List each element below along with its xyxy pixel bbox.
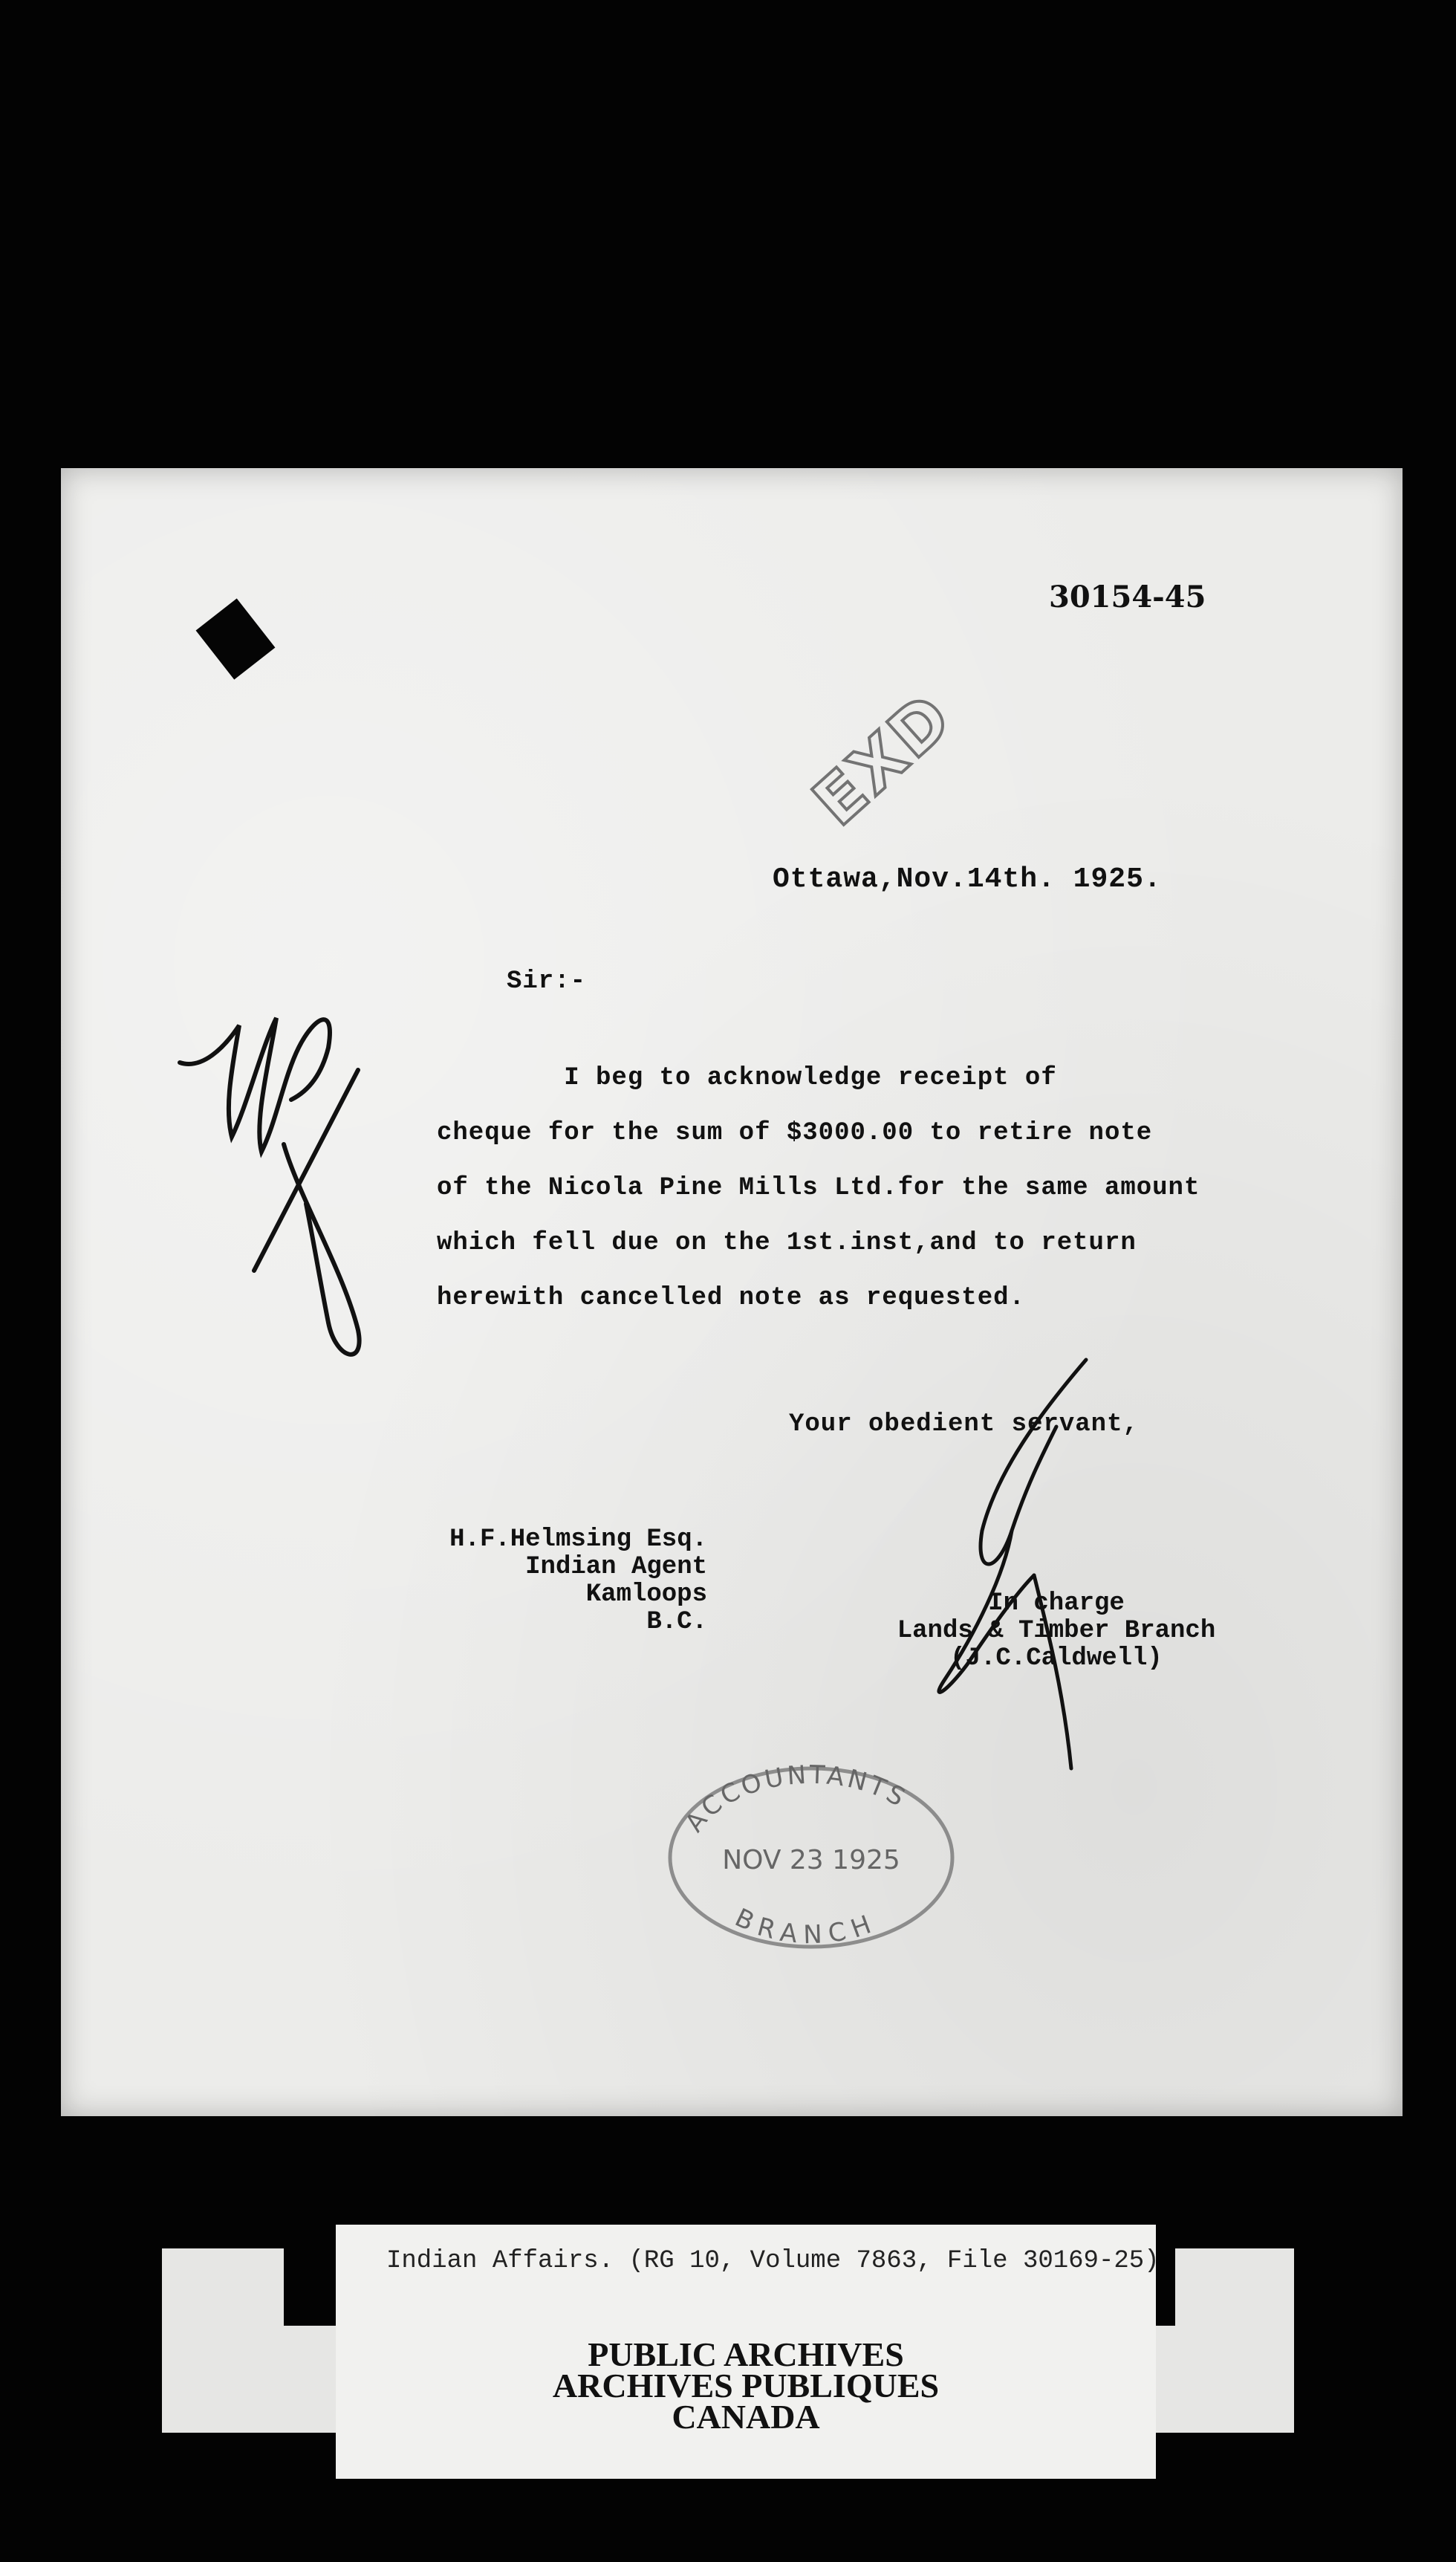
label-notch [284, 2248, 336, 2326]
archive-name-english: PUBLIC ARCHIVES [588, 2335, 904, 2373]
archive-country: CANADA [672, 2398, 820, 2436]
letter-body [437, 1051, 1358, 1326]
addressee-block [351, 1526, 707, 1636]
archive-name-french: ARCHIVES PUBLIQUES [552, 2367, 940, 2404]
addressee-city: Kamloops [585, 1580, 707, 1609]
signature-name: (J.C.Caldwell) [950, 1644, 1163, 1673]
body-line: I beg to acknowledge receipt of [437, 1064, 1057, 1092]
body-line: of the Nicola Pine Mills Ltd.for the same amount [437, 1174, 1200, 1202]
signature-branch: Lands & Timber Branch [897, 1617, 1216, 1645]
date-line: Ottawa,Nov.14th. 1925. [773, 863, 1162, 895]
salutation: Sir:- [507, 967, 587, 996]
body-line: herewith cancelled note as requested. [437, 1284, 1025, 1312]
signature-role: In charge [988, 1589, 1125, 1618]
addressee-title: Indian Agent [525, 1553, 707, 1581]
stamp-date: NOV 23 1925 [722, 1845, 900, 1875]
file-number: 30154-45 [1049, 580, 1206, 614]
punch-hole-mark [196, 598, 276, 679]
stamp-top-text: ACCOUNTANTS [679, 1760, 913, 1838]
body-line: which fell due on the 1st.inst,and to return [437, 1229, 1137, 1257]
closing-line: Your obedient servant, [789, 1410, 1139, 1439]
exd-stamp: EXD [798, 677, 968, 841]
addressee-province: B.C. [646, 1608, 707, 1636]
letter-sheet [61, 468, 1403, 2116]
handwritten-signature [863, 1352, 1131, 1813]
stamp-bottom-text: BRANCH [730, 1902, 883, 1950]
accountants-branch-stamp [655, 1746, 967, 1969]
archive-citation: Indian Affairs. (RG 10, Volume 7863, File 30169-25) [386, 2247, 1160, 2275]
body-line: cheque for the sum of $3000.00 to retire note [437, 1119, 1153, 1147]
handwritten-initials [150, 959, 403, 1375]
addressee-name: H.F.Helmsing Esq. [449, 1525, 707, 1554]
